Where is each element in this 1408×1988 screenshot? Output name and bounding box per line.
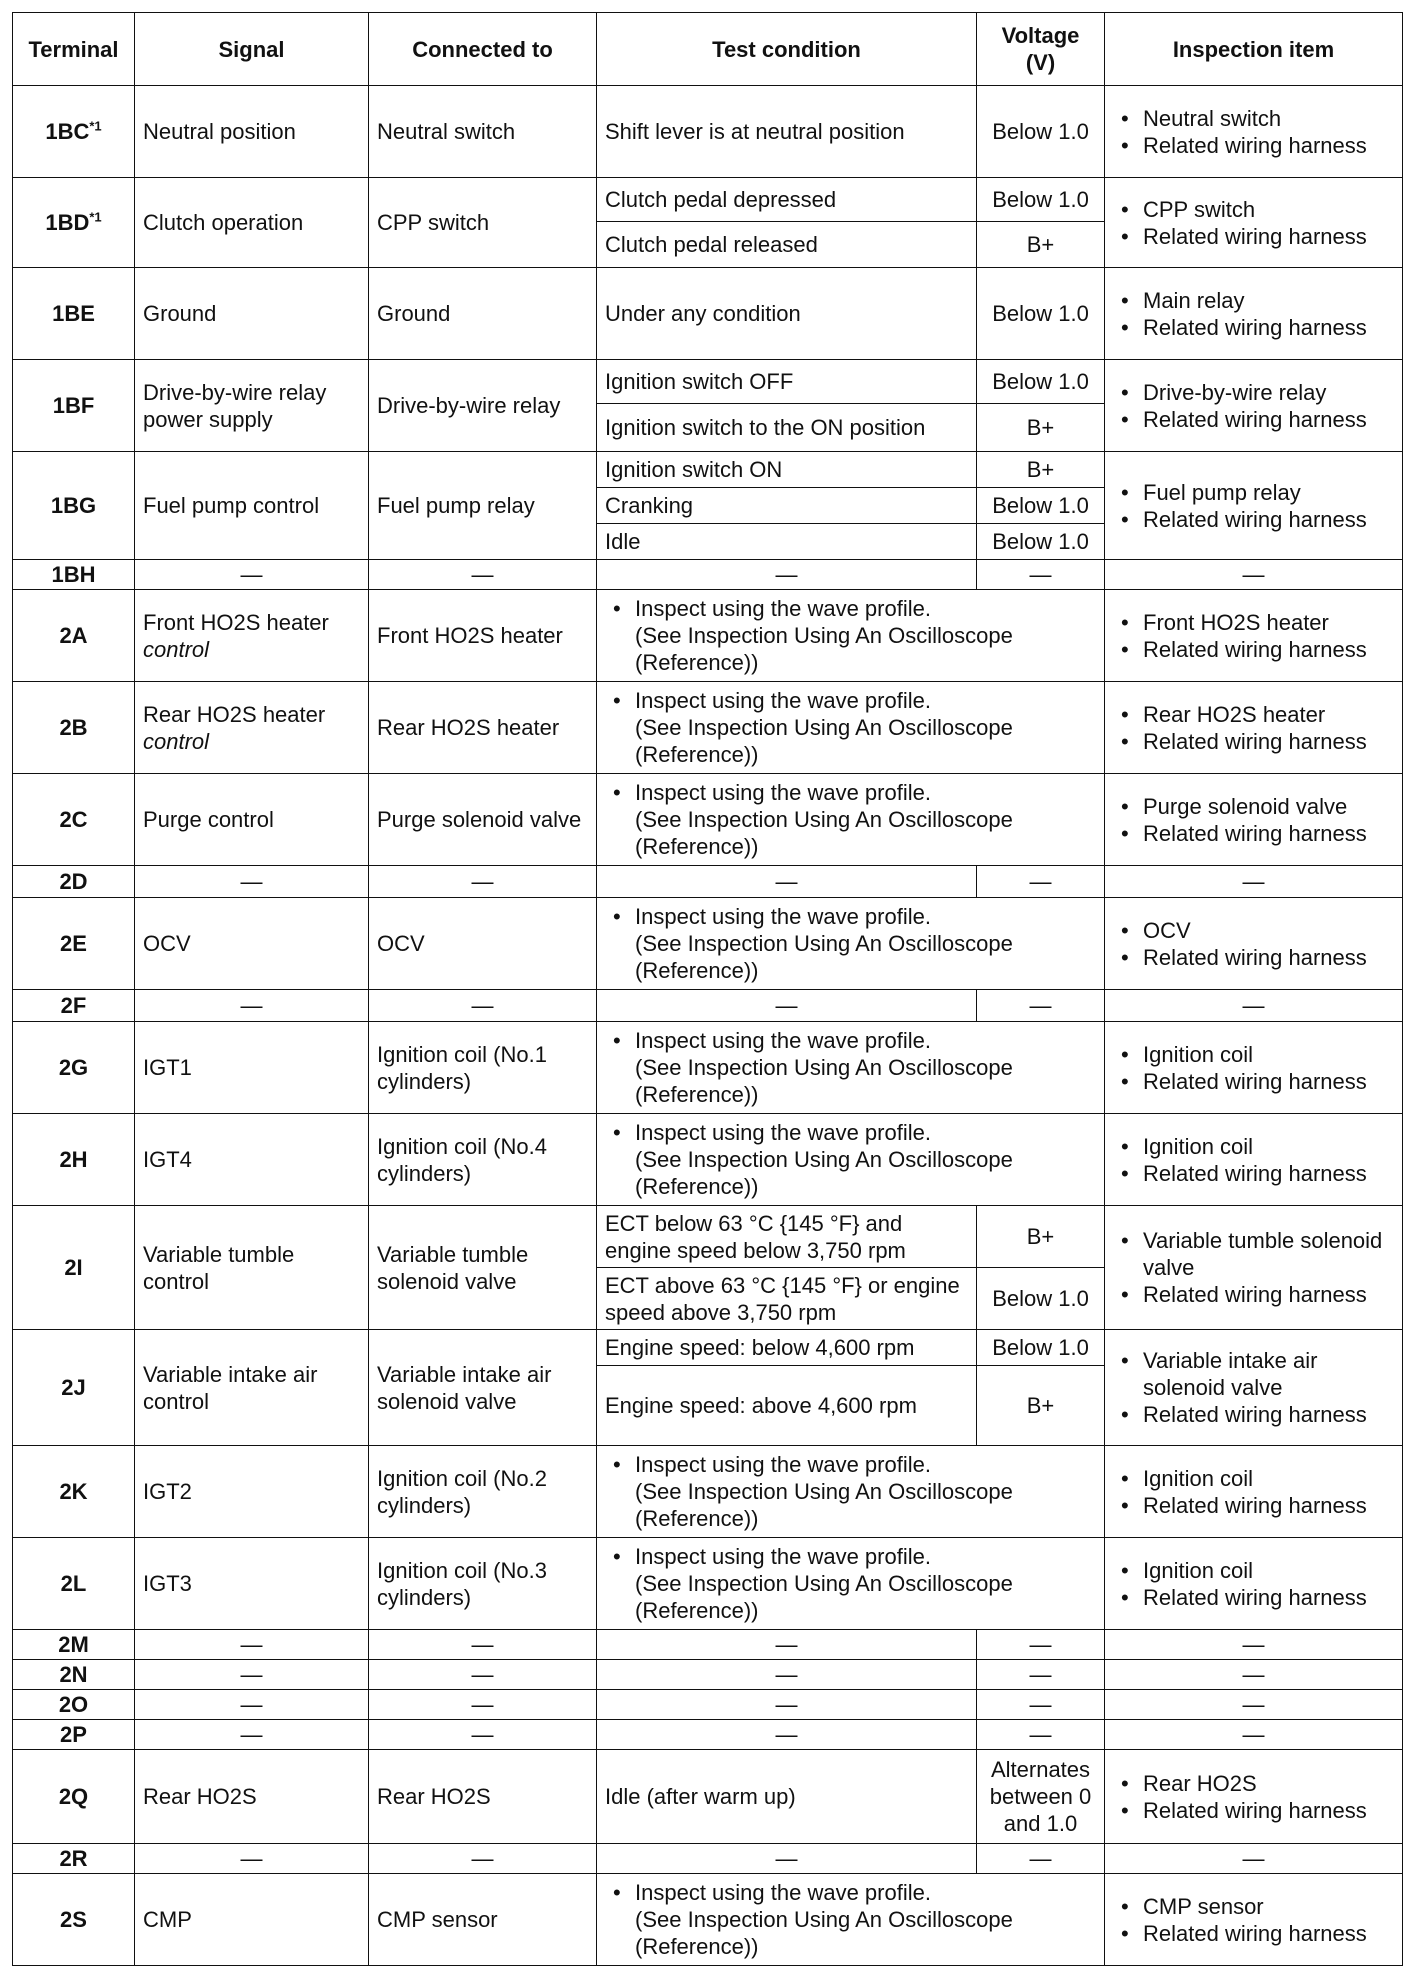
signal-cell: — — [135, 990, 369, 1022]
table-row — [13, 590, 1403, 682]
voltage-cell: Below 1.0 — [977, 178, 1105, 222]
list-item: • Related wiring harness — [1143, 944, 1394, 971]
terminal-cell: 2J — [13, 1330, 135, 1446]
voltage-cell: — — [977, 990, 1105, 1022]
header-terminal: Terminal — [13, 13, 135, 86]
inspection-item-cell: — — [1105, 1630, 1403, 1660]
terminal-cell: 1BG — [13, 452, 135, 560]
connected-to-cell: Ground — [369, 268, 597, 360]
voltage-cell: Below 1.0 — [977, 268, 1105, 360]
table-row — [13, 1874, 1403, 1966]
table-row — [13, 1690, 1403, 1720]
signal-cell: Purge control — [135, 774, 369, 866]
list-item: • Inspect using the wave profile. (See Inspection Using An Oscilloscope (Reference)) — [635, 687, 1096, 768]
list-item: • Inspect using the wave profile. (See Inspection Using An Oscilloscope (Reference)) — [635, 1119, 1096, 1200]
voltage-cell: B+ — [977, 452, 1105, 488]
table-row — [13, 360, 1403, 404]
connected-to-cell: Rear HO2S — [369, 1750, 597, 1844]
table-row — [13, 1660, 1403, 1690]
connected-to-cell: — — [369, 1844, 597, 1874]
voltage-cell: Below 1.0 — [977, 360, 1105, 404]
inspection-item-cell — [1105, 1022, 1403, 1114]
terminal-cell: 1BD$^{*1}$ — [13, 178, 135, 268]
voltage-cell: Below 1.0 — [977, 86, 1105, 178]
table-row — [13, 1538, 1403, 1630]
connected-to-cell: — — [369, 1720, 597, 1750]
header-voltage: Voltage (V) — [977, 13, 1105, 86]
connected-to-cell: — — [369, 866, 597, 898]
test-condition-cell: Ignition switch to the ON position — [597, 404, 977, 452]
test-condition-cell: — — [597, 1844, 977, 1874]
list-item: • Related wiring harness — [1143, 1068, 1394, 1095]
inspection-item-cell: — — [1105, 560, 1403, 590]
terminal-cell: 2A — [13, 590, 135, 682]
list-item: • Related wiring harness — [1143, 1920, 1394, 1947]
test-condition-cell: — — [597, 1660, 977, 1690]
list-item: • Variable tumble solenoid valve — [1143, 1227, 1394, 1281]
connected-to-cell: Ignition coil (No.3 cylinders) — [369, 1538, 597, 1630]
test-condition-cell: — — [597, 1630, 977, 1660]
test-condition-cell: Cranking — [597, 488, 977, 524]
test-condition-cell: Clutch pedal depressed — [597, 178, 977, 222]
connected-to-cell: Ignition coil (No.4 cylinders) — [369, 1114, 597, 1206]
table-row — [13, 866, 1403, 898]
terminal-cell: 2O — [13, 1690, 135, 1720]
connected-to-cell: Ignition coil (No.1 cylinders) — [369, 1022, 597, 1114]
signal-cell: Fuel pump control — [135, 452, 369, 560]
connected-to-cell: Purge solenoid valve — [369, 774, 597, 866]
table-row — [13, 1720, 1403, 1750]
terminal-cell: 1BE — [13, 268, 135, 360]
connected-to-cell: CMP sensor — [369, 1874, 597, 1966]
test-condition-cell: ECT above 63 °C {145 °F} or engine speed above 3,750 rpm — [597, 1268, 977, 1330]
terminal-cell: 2H — [13, 1114, 135, 1206]
inspection-item-cell — [1105, 360, 1403, 452]
connected-to-cell: Drive-by-wire relay — [369, 360, 597, 452]
test-condition-cell: Ignition switch OFF — [597, 360, 977, 404]
list-item: • Main relay — [1143, 287, 1394, 314]
signal-cell: IGT4 — [135, 1114, 369, 1206]
list-item: • Fuel pump relay — [1143, 479, 1394, 506]
voltage-cell: — — [977, 866, 1105, 898]
list-item: • Ignition coil — [1143, 1557, 1394, 1584]
inspection-item-cell: — — [1105, 866, 1403, 898]
test-condition-cell: — — [597, 1720, 977, 1750]
test-condition-cell — [597, 1022, 1105, 1114]
connected-to-cell: Variable intake air solenoid valve — [369, 1330, 597, 1446]
inspection-item-cell — [1105, 898, 1403, 990]
list-item: • Related wiring harness — [1143, 1281, 1394, 1308]
terminal-cell: 2G — [13, 1022, 135, 1114]
list-item: • Drive-by-wire relay — [1143, 379, 1394, 406]
list-item: • CMP sensor — [1143, 1893, 1394, 1920]
connected-to-cell: — — [369, 1690, 597, 1720]
voltage-cell: Below 1.0 — [977, 488, 1105, 524]
table-row — [13, 178, 1403, 222]
table-row — [13, 1750, 1403, 1844]
inspection-item-cell — [1105, 774, 1403, 866]
inspection-item-cell — [1105, 1446, 1403, 1538]
list-item: • Related wiring harness — [1143, 406, 1394, 433]
list-item: • Variable intake air solenoid valve — [1143, 1347, 1394, 1401]
terminal-cell: 2L — [13, 1538, 135, 1630]
inspection-item-cell — [1105, 1874, 1403, 1966]
test-condition-cell: — — [597, 1690, 977, 1720]
voltage-cell: B+ — [977, 1366, 1105, 1446]
list-item: • Related wiring harness — [1143, 314, 1394, 341]
test-condition-cell: — — [597, 990, 977, 1022]
table-row — [13, 1630, 1403, 1660]
test-condition-cell: Ignition switch ON — [597, 452, 977, 488]
inspection-item-cell — [1105, 590, 1403, 682]
list-item: • Ignition coil — [1143, 1133, 1394, 1160]
connected-to-cell: OCV — [369, 898, 597, 990]
signal-cell: — — [135, 866, 369, 898]
signal-cell: Rear HO2S heater control — [135, 682, 369, 774]
list-item: • Inspect using the wave profile. (See Inspection Using An Oscilloscope (Reference)) — [635, 903, 1096, 984]
list-item: • CPP switch — [1143, 196, 1394, 223]
connected-to-cell: — — [369, 1630, 597, 1660]
terminal-cell: 2C — [13, 774, 135, 866]
table-row — [13, 682, 1403, 774]
table-row — [13, 898, 1403, 990]
header-signal: Signal — [135, 13, 369, 86]
footnote-marker: *1 — [89, 209, 102, 225]
table-row — [13, 1206, 1403, 1268]
inspection-item-cell: — — [1105, 1690, 1403, 1720]
list-item: • Inspect using the wave profile. (See Inspection Using An Oscilloscope (Reference)) — [635, 779, 1096, 860]
list-item: • Related wiring harness — [1143, 506, 1394, 533]
inspection-item-cell — [1105, 1330, 1403, 1446]
signal-cell: CMP — [135, 1874, 369, 1966]
list-item: • Related wiring harness — [1143, 728, 1394, 755]
voltage-cell: — — [977, 1844, 1105, 1874]
terminal-cell: 2S — [13, 1874, 135, 1966]
inspection-item-cell — [1105, 1538, 1403, 1630]
signal-cell: Rear HO2S — [135, 1750, 369, 1844]
inspection-item-cell — [1105, 86, 1403, 178]
signal-cell: Drive-by-wire relay power supply — [135, 360, 369, 452]
inspection-item-cell — [1105, 268, 1403, 360]
signal-cell: — — [135, 1690, 369, 1720]
terminal-cell: 2Q — [13, 1750, 135, 1844]
voltage-cell: — — [977, 560, 1105, 590]
terminal-cell: 2B — [13, 682, 135, 774]
voltage-cell: — — [977, 1720, 1105, 1750]
voltage-cell: — — [977, 1690, 1105, 1720]
connected-to-cell: — — [369, 990, 597, 1022]
header-inspection-item: Inspection item — [1105, 13, 1403, 86]
inspection-item-cell: — — [1105, 990, 1403, 1022]
signal-cell: IGT2 — [135, 1446, 369, 1538]
test-condition-cell: Under any condition — [597, 268, 977, 360]
signal-cell: — — [135, 1720, 369, 1750]
inspection-item-cell: — — [1105, 1660, 1403, 1690]
list-item: • OCV — [1143, 917, 1394, 944]
test-condition-cell: Engine speed: below 4,600 rpm — [597, 1330, 977, 1366]
voltage-cell: B+ — [977, 404, 1105, 452]
voltage-cell: — — [977, 1630, 1105, 1660]
signal-cell: IGT1 — [135, 1022, 369, 1114]
list-item: • Related wiring harness — [1143, 1401, 1394, 1428]
list-item: • Ignition coil — [1143, 1041, 1394, 1068]
list-item: • Rear HO2S — [1143, 1770, 1394, 1797]
connected-to-cell: Front HO2S heater — [369, 590, 597, 682]
terminal-cell: 2I — [13, 1206, 135, 1330]
table-row — [13, 1114, 1403, 1206]
connected-to-cell: Variable tumble solenoid valve — [369, 1206, 597, 1330]
voltage-cell: B+ — [977, 1206, 1105, 1268]
signal-cell: — — [135, 560, 369, 590]
test-condition-cell: Clutch pedal released — [597, 222, 977, 268]
list-item: • Related wiring harness — [1143, 1797, 1394, 1824]
voltage-cell: B+ — [977, 222, 1105, 268]
terminal-cell: 1BC$^{*1}$ — [13, 86, 135, 178]
test-condition-cell: Engine speed: above 4,600 rpm — [597, 1366, 977, 1446]
list-item: • Front HO2S heater — [1143, 609, 1394, 636]
signal-cell: — — [135, 1630, 369, 1660]
table-row — [13, 268, 1403, 360]
connected-to-cell: CPP switch — [369, 178, 597, 268]
test-condition-cell: Idle (after warm up) — [597, 1750, 977, 1844]
test-condition-cell — [597, 1446, 1105, 1538]
connected-to-cell: — — [369, 560, 597, 590]
signal-cell: IGT3 — [135, 1538, 369, 1630]
list-item: • Inspect using the wave profile. (See Inspection Using An Oscilloscope (Reference)) — [635, 1027, 1096, 1108]
signal-cell: Variable intake air control — [135, 1330, 369, 1446]
voltage-cell: Alternates between 0 and 1.0 — [977, 1750, 1105, 1844]
terminal-cell: 2M — [13, 1630, 135, 1660]
inspection-item-cell — [1105, 682, 1403, 774]
connected-to-cell: — — [369, 1660, 597, 1690]
table-row — [13, 990, 1403, 1022]
inspection-item-cell: — — [1105, 1720, 1403, 1750]
test-condition-cell — [597, 774, 1105, 866]
list-item: • Related wiring harness — [1143, 1492, 1394, 1519]
table-row — [13, 1844, 1403, 1874]
connected-to-cell: Ignition coil (No.2 cylinders) — [369, 1446, 597, 1538]
test-condition-cell — [597, 1874, 1105, 1966]
list-item: • Related wiring harness — [1143, 1160, 1394, 1187]
inspection-item-cell — [1105, 178, 1403, 268]
list-item: • Ignition coil — [1143, 1465, 1394, 1492]
table-row — [13, 560, 1403, 590]
header-row — [13, 13, 1403, 86]
list-item: • Related wiring harness — [1143, 820, 1394, 847]
list-item: • Inspect using the wave profile. (See Inspection Using An Oscilloscope (Reference)) — [635, 1543, 1096, 1624]
test-condition-cell: — — [597, 866, 977, 898]
terminal-voltage-table-wrapper — [12, 12, 1402, 1966]
signal-cell: Clutch operation — [135, 178, 369, 268]
terminal-cell: 2E — [13, 898, 135, 990]
test-condition-cell: — — [597, 560, 977, 590]
test-condition-cell — [597, 1114, 1105, 1206]
inspection-item-cell — [1105, 1206, 1403, 1330]
inspection-item-cell — [1105, 1114, 1403, 1206]
terminal-cell: 1BH — [13, 560, 135, 590]
test-condition-cell — [597, 898, 1105, 990]
test-condition-cell — [597, 682, 1105, 774]
signal-cell: — — [135, 1844, 369, 1874]
connected-to-cell: Fuel pump relay — [369, 452, 597, 560]
voltage-cell: Below 1.0 — [977, 524, 1105, 560]
list-item: • Neutral switch — [1143, 105, 1394, 132]
table-row — [13, 1330, 1403, 1366]
table-row — [13, 774, 1403, 866]
table-row — [13, 452, 1403, 488]
terminal-cell: 1BF — [13, 360, 135, 452]
terminal-cell: 2P — [13, 1720, 135, 1750]
table-row — [13, 1022, 1403, 1114]
header-test-condition: Test condition — [597, 13, 977, 86]
test-condition-cell: Idle — [597, 524, 977, 560]
terminal-cell: 2D — [13, 866, 135, 898]
test-condition-cell — [597, 590, 1105, 682]
test-condition-cell — [597, 1538, 1105, 1630]
signal-cell: — — [135, 1660, 369, 1690]
terminal-voltage-table — [12, 12, 1403, 1966]
inspection-item-cell — [1105, 1750, 1403, 1844]
header-connected-to: Connected to — [369, 13, 597, 86]
list-item: • Related wiring harness — [1143, 132, 1394, 159]
list-item: • Related wiring harness — [1143, 223, 1394, 250]
connected-to-cell: Neutral switch — [369, 86, 597, 178]
list-item: • Related wiring harness — [1143, 636, 1394, 663]
list-item: • Inspect using the wave profile. (See Inspection Using An Oscilloscope (Reference)) — [635, 1879, 1096, 1960]
voltage-cell: — — [977, 1660, 1105, 1690]
footnote-marker: *1 — [89, 118, 102, 134]
signal-cell: Ground — [135, 268, 369, 360]
inspection-item-cell — [1105, 452, 1403, 560]
voltage-cell: Below 1.0 — [977, 1330, 1105, 1366]
test-condition-cell: Shift lever is at neutral position — [597, 86, 977, 178]
connected-to-cell: Rear HO2S heater — [369, 682, 597, 774]
table-row — [13, 1446, 1403, 1538]
signal-cell: Front HO2S heater control — [135, 590, 369, 682]
terminal-cell: 2K — [13, 1446, 135, 1538]
terminal-cell: 2F — [13, 990, 135, 1022]
table-row — [13, 86, 1403, 178]
list-item: • Purge solenoid valve — [1143, 793, 1394, 820]
terminal-cell: 2R — [13, 1844, 135, 1874]
signal-cell: OCV — [135, 898, 369, 990]
signal-cell: Neutral position — [135, 86, 369, 178]
test-condition-cell: ECT below 63 °C {145 °F} and engine speed below 3,750 rpm — [597, 1206, 977, 1268]
voltage-cell: Below 1.0 — [977, 1268, 1105, 1330]
list-item: • Inspect using the wave profile. (See Inspection Using An Oscilloscope (Reference)) — [635, 595, 1096, 676]
terminal-cell: 2N — [13, 1660, 135, 1690]
list-item: • Rear HO2S heater — [1143, 701, 1394, 728]
list-item: • Related wiring harness — [1143, 1584, 1394, 1611]
list-item: • Inspect using the wave profile. (See Inspection Using An Oscilloscope (Reference)) — [635, 1451, 1096, 1532]
signal-cell: Variable tumble control — [135, 1206, 369, 1330]
inspection-item-cell: — — [1105, 1844, 1403, 1874]
